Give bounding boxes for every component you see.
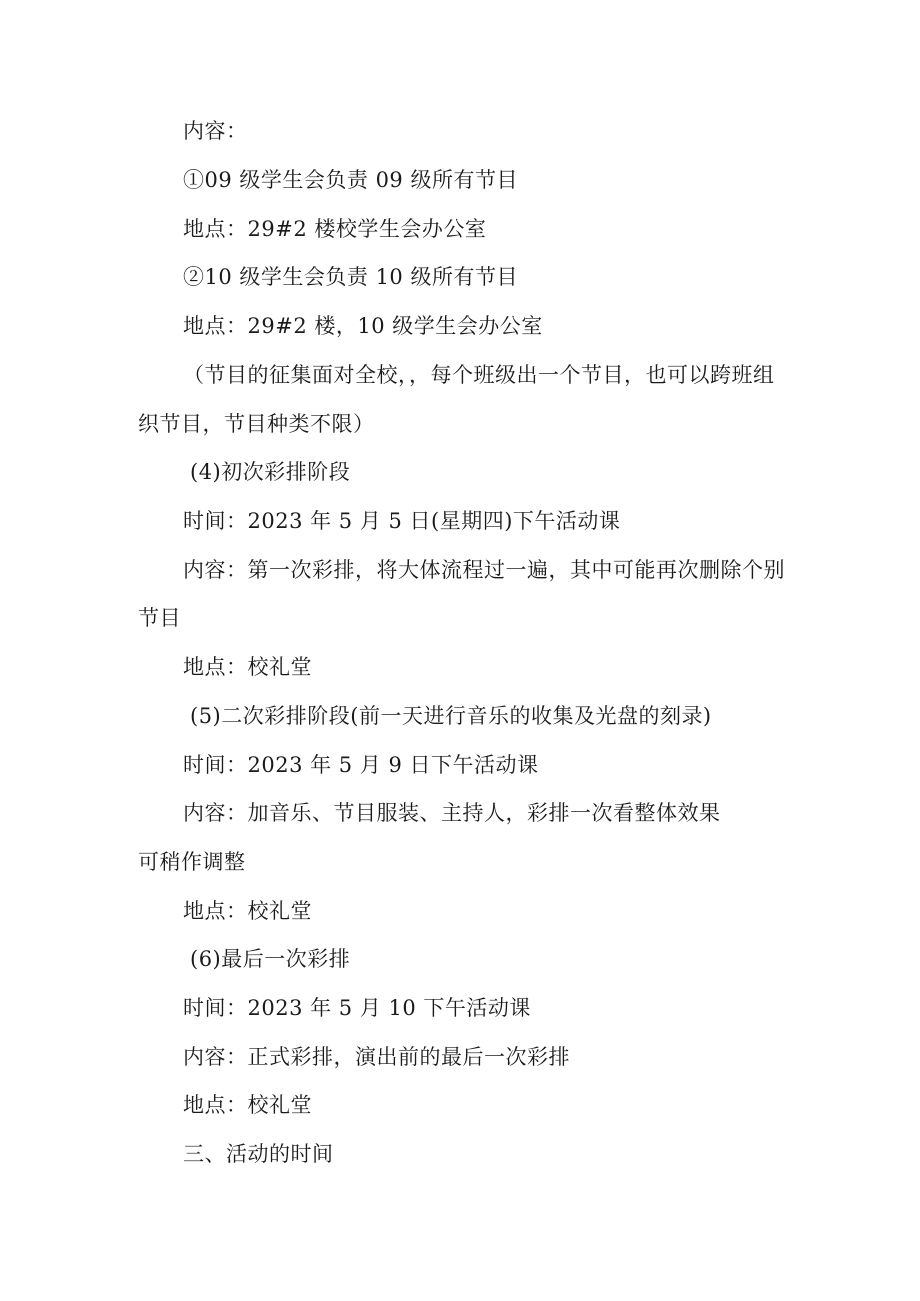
stage-6-heading: (6)最后一次彩排: [190, 947, 351, 971]
stage-4-heading: (4)初次彩排阶段: [190, 460, 351, 484]
stage-4-content: 内容：第一次彩排，将大体流程过一遍，其中可能再次删除个别: [183, 558, 785, 582]
stage-6-content: 内容：正式彩排，演出前的最后一次彩排: [183, 1045, 570, 1069]
item-09-grade: ①09 级学生会负责 09 级所有节目: [183, 168, 518, 192]
stage-4-location: 地点：校礼堂: [183, 655, 312, 679]
program-note-cont: 织节目，节目种类不限）: [138, 412, 375, 436]
stage-5-time: 时间：2023 年 5 月 9 日下午活动课: [183, 753, 539, 777]
stage-5-content-cont: 可稍作调整: [138, 850, 246, 874]
stage-4-content-cont: 节目: [138, 606, 181, 630]
program-note: （节目的征集面对全校，，每个班级出一个节目，也可以跨班组: [183, 363, 775, 387]
stage-5-content: 内容：加音乐、节目服装、主持人，彩排一次看整体效果: [183, 801, 721, 825]
stage-5-heading: (5)二次彩排阶段(前一天进行音乐的收集及光盘的刻录): [190, 704, 712, 728]
stage-5-location: 地点：校礼堂: [183, 899, 312, 923]
location-09-grade: 地点：29#2 楼校学生会办公室: [183, 217, 487, 241]
stage-4-time: 时间：2023 年 5 月 5 日(星期四)下午活动课: [183, 509, 621, 533]
section-3-heading: 三、活动的时间: [183, 1142, 334, 1166]
location-10-grade: 地点：29#2 楼，10 级学生会办公室: [183, 314, 543, 338]
stage-6-location: 地点：校礼堂: [183, 1093, 312, 1117]
stage-6-time: 时间：2023 年 5 月 10 下午活动课: [183, 996, 531, 1020]
item-10-grade: ②10 级学生会负责 10 级所有节目: [183, 265, 518, 289]
content-heading: 内容：: [183, 119, 248, 143]
